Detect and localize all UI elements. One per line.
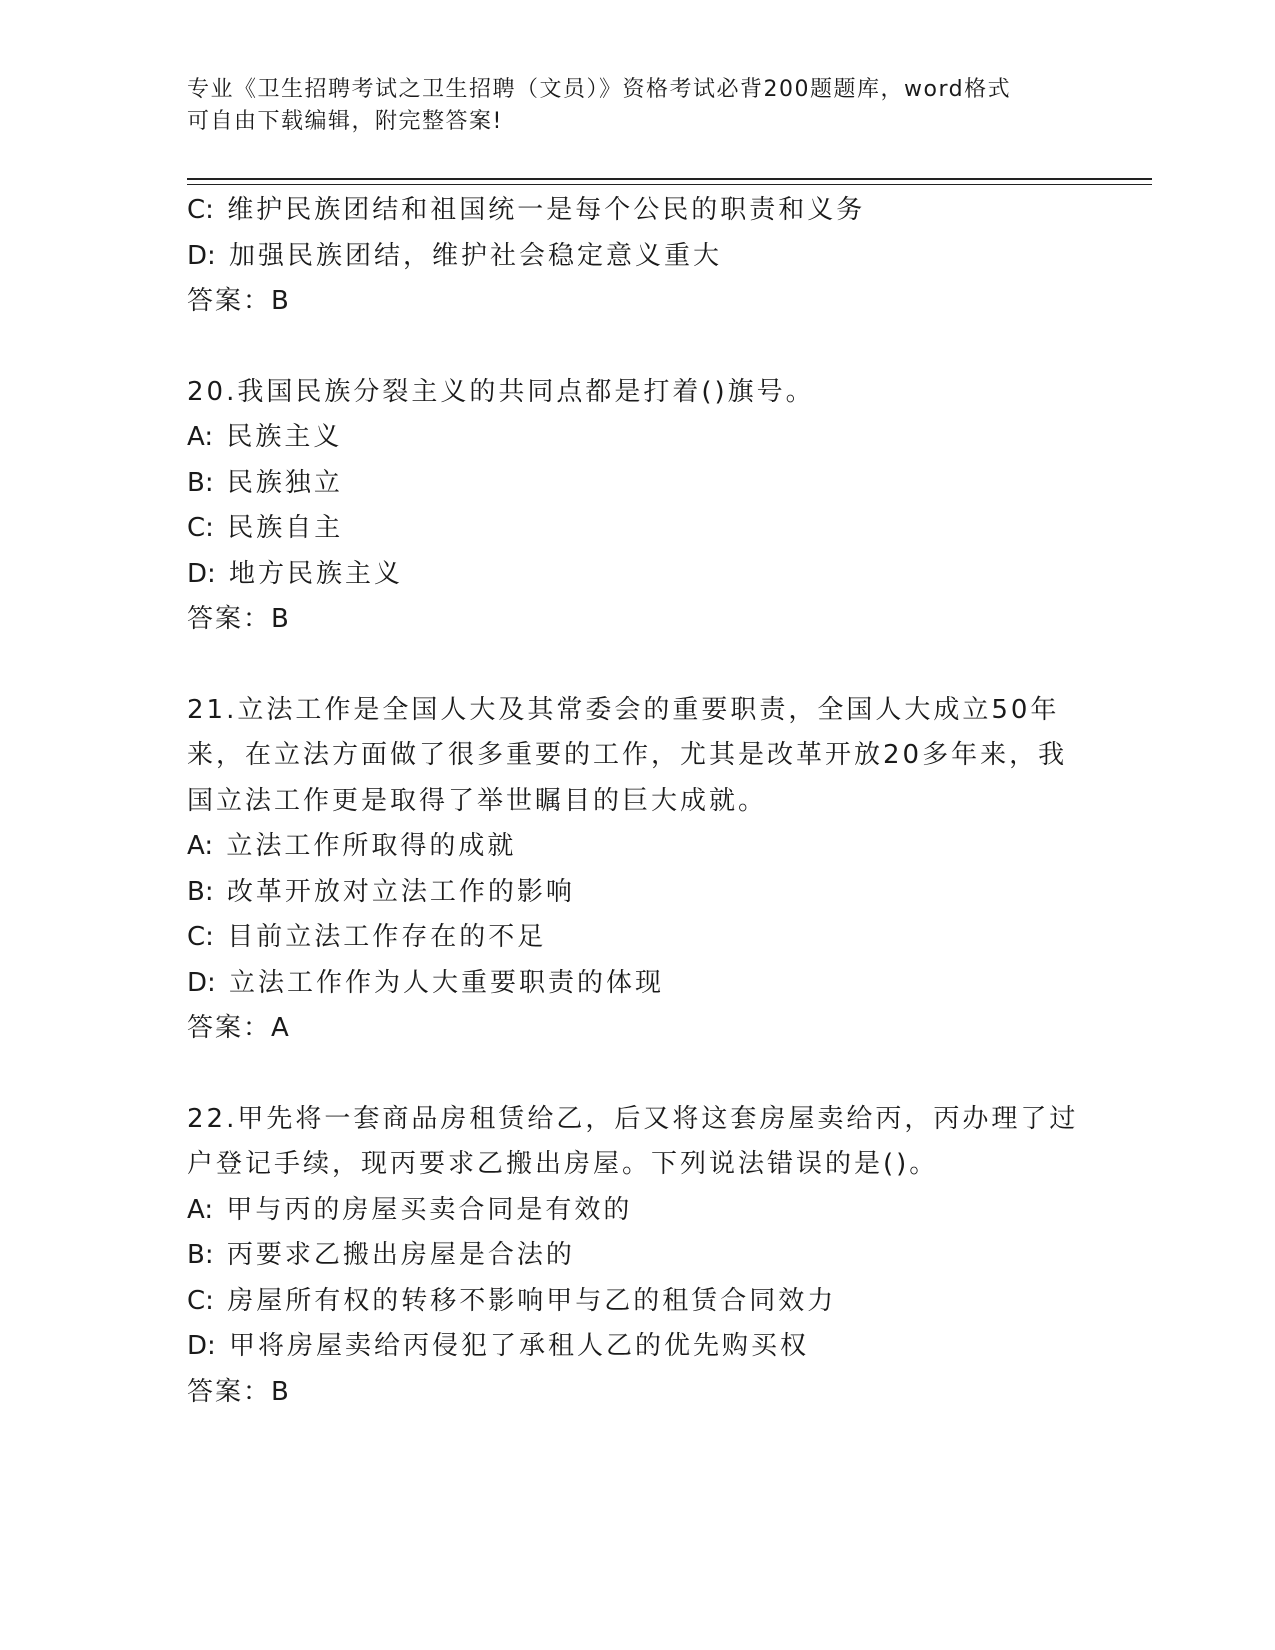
header-divider-thick (187, 178, 1152, 180)
answer-line (187, 1370, 1087, 1416)
answer-value: A (271, 1013, 289, 1043)
option-letter: B: (187, 876, 214, 907)
option-c (187, 1279, 1087, 1325)
question-stem: 户登记手续，现丙要求乙搬出房屋。下列说法错误的是()。 (187, 1149, 939, 1179)
question-stem: 国立法工作更是取得了举世瞩目的巨大成就。 (187, 785, 768, 816)
answer-value: B (271, 1376, 289, 1407)
option-letter: A: (187, 422, 214, 452)
document-body (187, 188, 1087, 1415)
option-c (187, 915, 1087, 961)
question-stem: 21.立法工作是全国人大及其常委会的重要职责，全国人大成立50年 (187, 694, 1060, 725)
option-b (187, 870, 1087, 916)
option-letter: D: (187, 1331, 216, 1361)
option-c (187, 506, 1087, 552)
option-text: 民族主义 (226, 422, 343, 452)
option-text: 目前立法工作存在的不足 (227, 922, 547, 952)
answer-label: 答案： (187, 1013, 272, 1043)
option-b (187, 461, 1087, 507)
option-a (187, 415, 1087, 461)
option-letter: B: (187, 1240, 214, 1270)
header-line-1: 专业《卫生招聘考试之卫生招聘（文员）》资格考试必背200题题库，word格式 (187, 77, 1012, 102)
option-text: 加强民族团结，维护社会稳定意义重大 (229, 240, 723, 271)
option-letter: C: (187, 1285, 214, 1316)
option-text: 房屋所有权的转移不影响甲与乙的租赁合同效力 (227, 1285, 837, 1316)
question-20 (187, 370, 1087, 643)
question-stem: 20.我国民族分裂主义的共同点都是打着()旗号。 (187, 376, 815, 407)
option-letter: A: (187, 831, 214, 861)
option-a (187, 1188, 1087, 1234)
question-stem: 来，在立法方面做了很多重要的工作，尤其是改革开放20多年来，我 (187, 740, 1068, 770)
option-a (187, 824, 1087, 870)
option-text: 改革开放对立法工作的影响 (226, 876, 575, 907)
option-b (187, 1233, 1087, 1279)
option-d (187, 961, 1087, 1007)
option-text: 丙要求乙搬出房屋是合法的 (226, 1240, 575, 1270)
option-letter: C: (187, 513, 214, 543)
answer-label: 答案： (187, 286, 272, 316)
option-text: 甲将房屋卖给丙侵犯了承租人乙的优先购买权 (229, 1331, 810, 1361)
option-letter: D: (187, 240, 216, 271)
option-text: 民族独立 (226, 467, 343, 498)
option-text: 甲与丙的房屋买卖合同是有效的 (226, 1194, 633, 1225)
question-stem: 22.甲先将一套商品房租赁给乙，后又将这套房屋卖给丙，丙办理了过 (187, 1103, 1079, 1134)
page-header (187, 74, 1067, 138)
option-letter: B: (187, 467, 214, 498)
option-letter: D: (187, 967, 216, 998)
option-d (187, 552, 1087, 598)
option-c (187, 188, 1087, 234)
option-text: 立法工作作为人大重要职责的体现 (229, 967, 665, 998)
answer-line (187, 279, 1087, 325)
answer-value: B (271, 604, 289, 634)
option-letter: C: (187, 195, 214, 225)
answer-label: 答案： (187, 1376, 272, 1407)
question-19-continued (187, 188, 1087, 325)
answer-label: 答案： (187, 604, 272, 634)
header-divider-thin (187, 184, 1152, 185)
header-line-2: 可自由下载编辑，附完整答案! (187, 109, 503, 134)
question-21 (187, 688, 1087, 1052)
question-22 (187, 1097, 1087, 1416)
option-d (187, 234, 1087, 280)
option-letter: C: (187, 922, 214, 952)
option-text: 立法工作所取得的成就 (226, 831, 517, 861)
answer-line (187, 597, 1087, 643)
option-d (187, 1324, 1087, 1370)
option-letter: D: (187, 558, 216, 589)
answer-line (187, 1006, 1087, 1052)
option-letter: A: (187, 1194, 214, 1225)
option-text: 地方民族主义 (229, 558, 404, 589)
option-text: 民族自主 (227, 513, 344, 543)
answer-value: B (271, 286, 289, 316)
option-text: 维护民族团结和祖国统一是每个公民的职责和义务 (227, 195, 866, 225)
